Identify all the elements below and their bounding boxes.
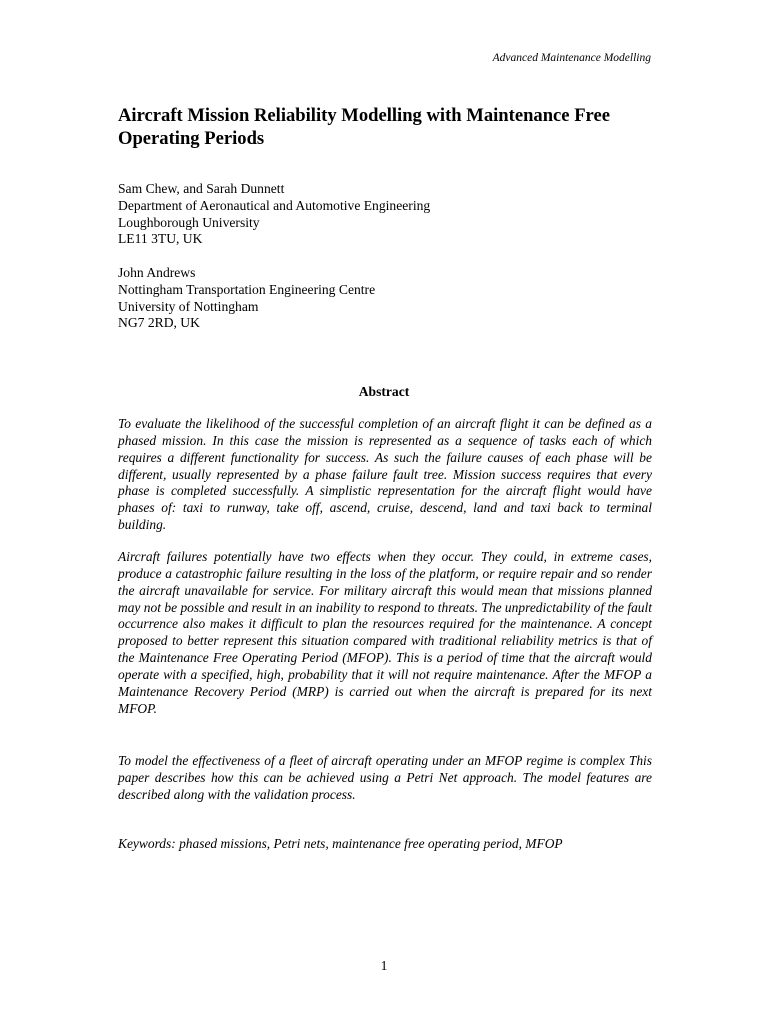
paper-title: Aircraft Mission Reliability Modelling with Maintenance Free Operating Periods [118,105,610,149]
author-affiliation-block [118,181,430,248]
author-names: Sam Chew, and Sarah Dunnett [118,181,285,196]
affiliation-postcode: LE11 3TU, UK [118,231,203,247]
affiliation-department: Nottingham Transportation Engineering Centre [118,281,376,297]
author-affiliation-block [118,265,375,332]
running-header: Advanced Maintenance Modelling [492,52,651,64]
affiliation-department: Department of Aeronautical and Automotive Engineering [118,197,431,213]
affiliation-institution: Loughborough University [118,214,260,230]
author-names: John Andrews [118,265,196,280]
affiliation-institution: University of Nottingham [118,298,259,314]
abstract-paragraph: To model the effectiveness of a fleet of aircraft operating under an MFOP regime is complex This paper describes how this can be achieved using a Petri Net approach. The model features are described along with the validation process. [118,753,652,802]
abstract-paragraph: Aircraft failures potentially have two effects when they occur. They could, in extreme cases, produce a catastrophic failure resulting in the loss of the platform, or require repair and so render the aircraft unavailable for service. For military aircraft this would mean that missions planned may not be possible and result in an inability to respond to threats. The unpredictability of the fault occurrence also makes it difficult to plan the resources required for the maintenance. A concept proposed to better represent this situation compared with traditional reliability metrics is that of the Maintenance Free Operating Period (MFOP). This is a period of time that the aircraft would operate with a specified, high, probability that it will not require maintenance. After the MFOP a Maintenance Recovery Period (MRP) is carried out when the aircraft is prepared for its next MFOP. [118,549,652,716]
keywords: Keywords: phased missions, Petri nets, maintenance free operating period, MFOP [118,836,563,851]
abstract-paragraph: To evaluate the likelihood of the successful completion of an aircraft flight it can be defined as a phased mission. In this case the mission is represented as a sequence of tasks each of which requires a different functionality for success. As such the failure causes of each phase will be different, usually represented by a phase failure fault tree. Mission success requires that every phase is completed successfully. A simplistic representation for the aircraft flight would have phases of: taxi to runway, take off, ascend, cruise, descend, land and taxi back to terminal building. [118,416,652,533]
abstract-heading: Abstract [358,384,410,399]
page-number: 1 [380,958,388,973]
affiliation-postcode: NG7 2RD, UK [118,315,200,331]
